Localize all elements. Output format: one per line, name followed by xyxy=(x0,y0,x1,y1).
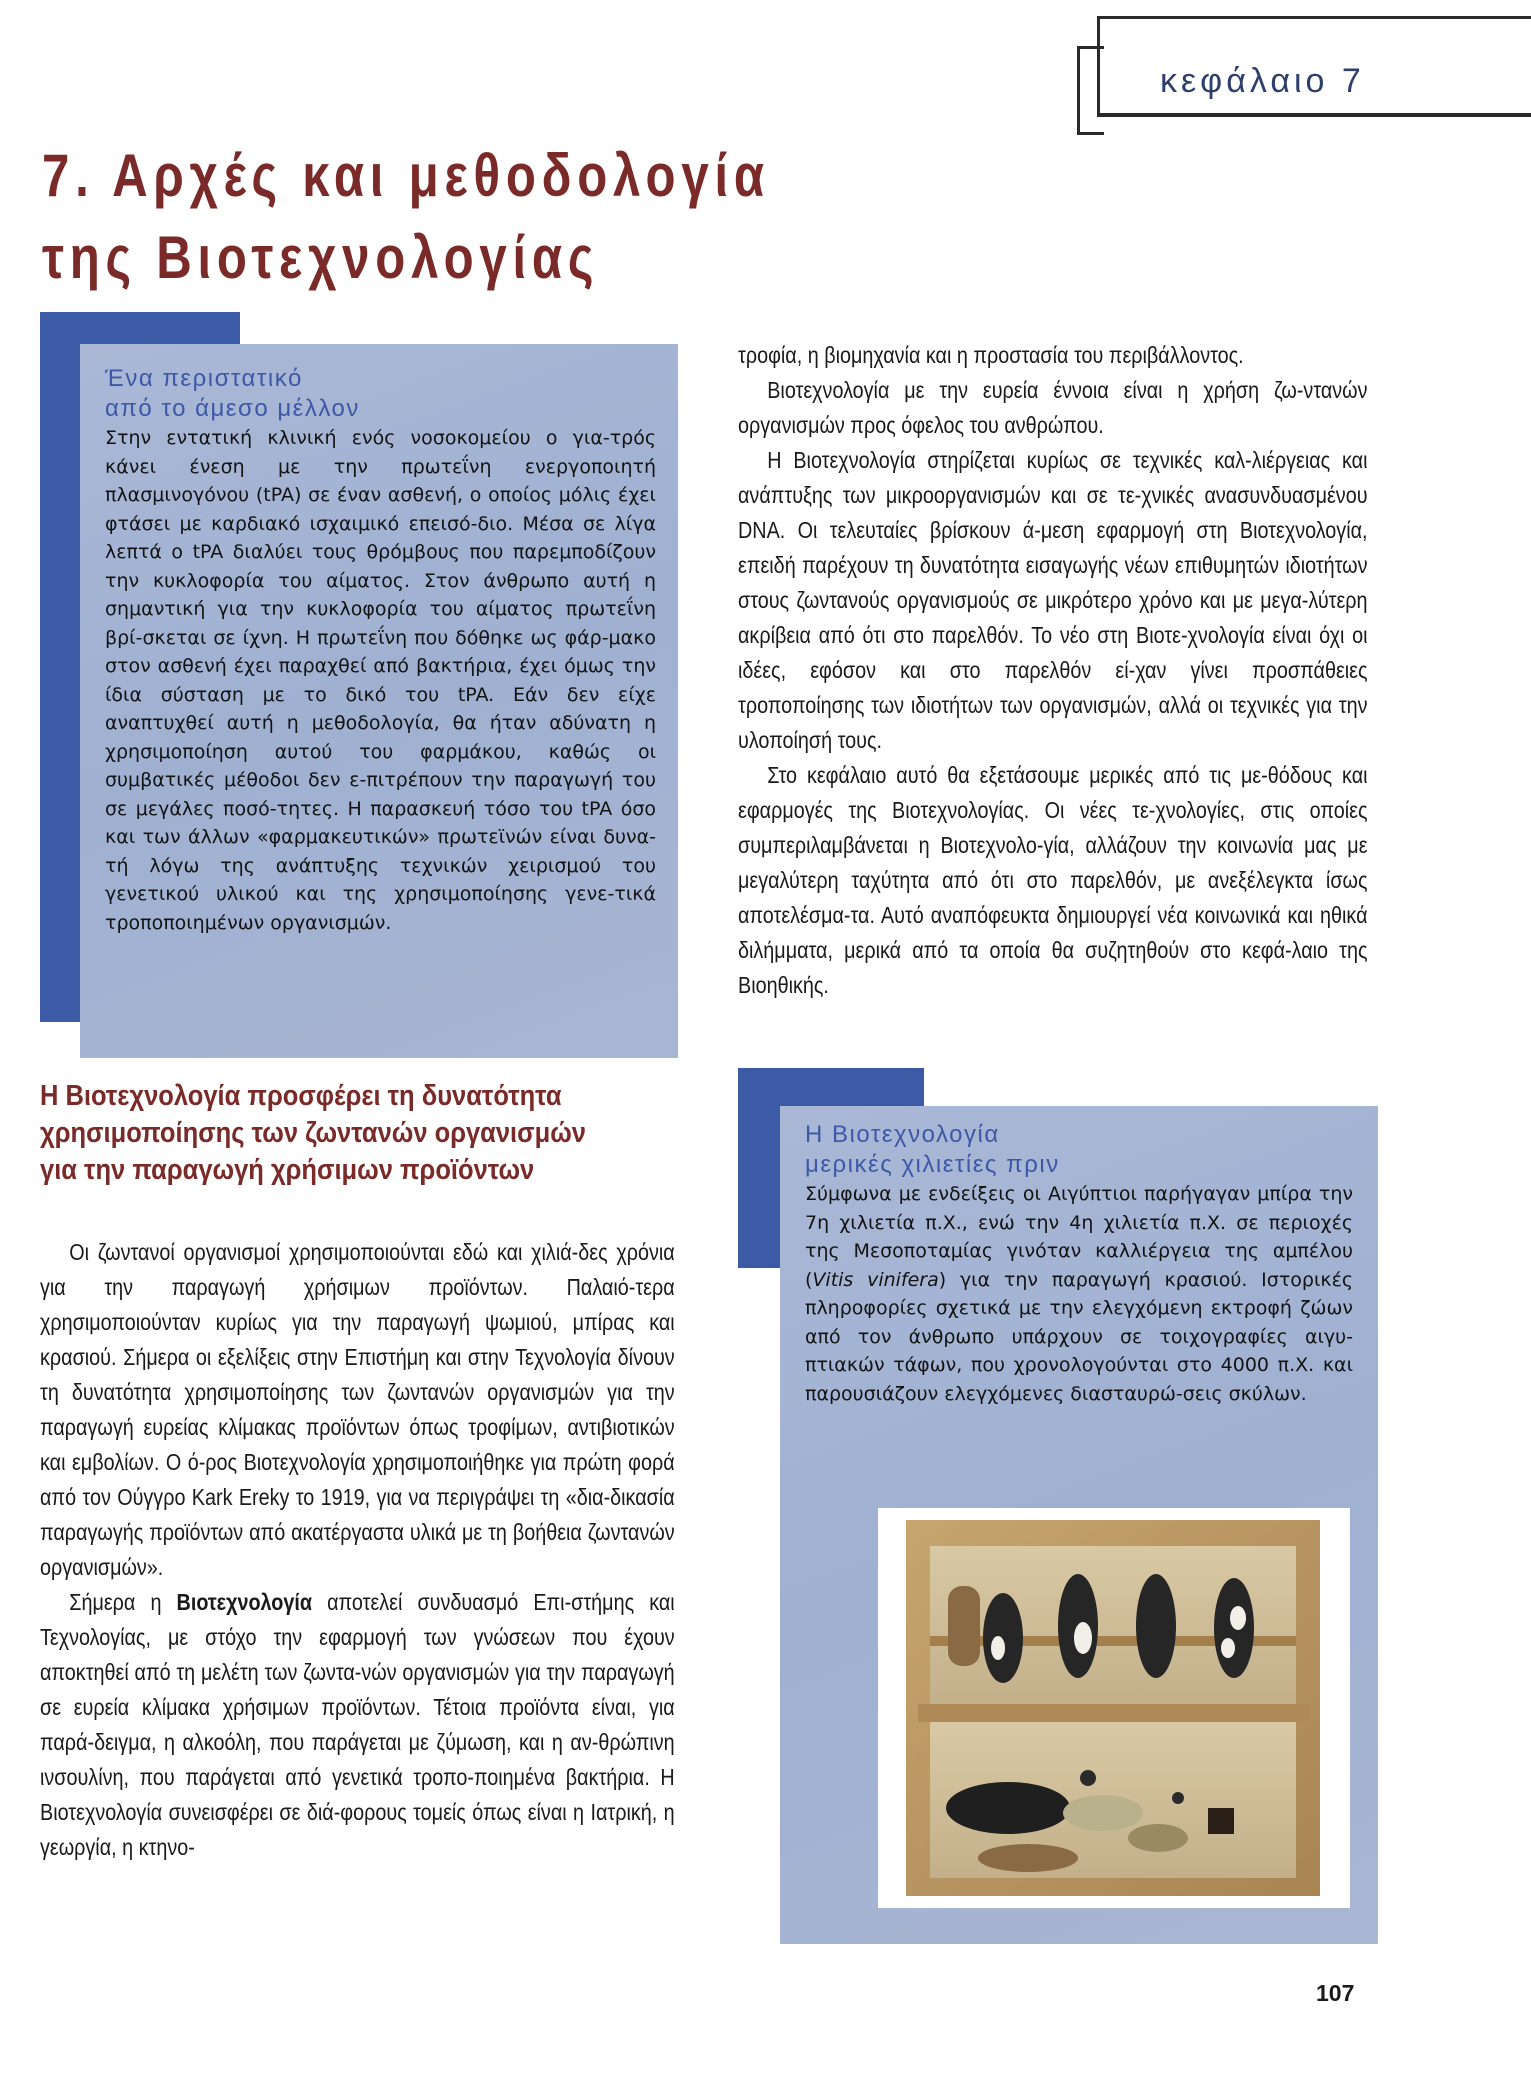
right-paragraph-2: Η Βιοτεχνολογία στηρίζεται κυρίως σε τεχνικές καλ-λιέργειας και ανάπτυξης των μικροοργανισμών και σε τε-χνικές ανασυνδυασμένου DNA. Οι τελευταίες βρίσκουν ά-μεση εφαρμογή στη Βιοτεχνολογία, επειδή παρέχουν τη δυνατότητα εισαγωγής νέων επιθυμητών ιδιοτήτων στους ζωντανούς οργανισμούς σε μικρότερο χρόνο και με μεγα-λύτερη ακρίβεια από ότι στο παρελθόν. Το νέο στη Βιοτε-χνολογία είναι όχι οι ιδέες, εφόσον και στο παρελθόν εί-χαν γίνει προσπάθειες τροποποίησης των ιδιοτήτων των οργανισμών, αλλά οι τεχνικές για την υλοποίησή τους. xyxy=(738,447,1368,753)
right-paragraph-0: τροφία, η βιομηχανία και η προστασία του περιβάλλοντος. xyxy=(738,342,1244,368)
left-column-text xyxy=(40,1235,675,1865)
right-paragraph-1: Βιοτεχνολογία με την ευρεία έννοια είναι η χρήση ζω-ντανών οργανισμών προς όφελος του ανθρώπου. xyxy=(738,377,1368,438)
subheading-line3: για την παραγωγή χρήσιμων προϊόντων xyxy=(40,1154,535,1186)
subheading-line2: χρησιμοποίησης των ζωντανών οργανισμών xyxy=(40,1117,586,1149)
box1-text: Στην εντατική κλινική ενός νοσοκομείου ο για-τρός κάνει ένεση με την πρωτεΐνη ενεργοποιητή πλασμινογόνου (tPA) σε έναν ασθενή, ο οποίος μόλις έχει φτάσει με καρδιακό ισχαιμικό επεισό-διο. Μέσα σε λίγα λεπτά ο tPA διαλύει τους θρόμβους που παρεμποδίζουν την κυκλοφορία του αίματος. Στον άνθρωπο αυτή η σημαντική για την κυκλοφορία του αίματος πρωτεΐνη βρί-σκεται σε ίχνη. Η πρωτεΐνη που δόθηκε ως φάρ-μακο στον ασθενή έχει παραχθεί από βακτήρια, έχει όμως την ίδια σύσταση με το δικό του tPA. Εάν δεν είχε αναπτυχθεί αυτή η μεθοδολογία, θα ήταν αδύνατη η χρησιμοποίηση αυτού του φαρμάκου, καθώς οι συμβατικές μέθοδοι δεν ε-πιτρέπουν την παραγωγή του σε μεγάλες ποσό-τητες. Η παρασκευή τόσο του tPA όσο και των άλλων «φαρμακευτικών» πρωτεϊνών είναι δυνα-τή λόγω της ανάπτυξης τεχνικών χειρισμού του γενετικού υλικού και της χρησιμοποίησης γενε-τικά τροποποιημένων οργανισμών. xyxy=(105,427,656,934)
left-p2-rest: αποτελεί συνδυασμό Επι-στήμης και Τεχνολογίας, με στόχο την εφαρμογή των γνώσεων που έχουν αποκτηθεί από τη μελέτη των ζωντα-νών οργανισμών για την παραγωγή σε ευρεία κλίμακα χρήσιμων προϊόντων. Τέτοια προϊόντα είναι, για παρά-δειγμα, η αλκοόλη, που παράγεται με ζύμωση, και η αν-θρώπινη ινσουλίνη, που παράγεται από γενετικά τροπο-ποιημένα βακτήρια. Η Βιοτεχνολογία συνεισφέρει σε διά-φορους τομείς όπως είναι η Ιατρική, η γεωργία, η κτηνο- xyxy=(40,1589,675,1860)
box2-title-line2: μερικές χιλιετίες πριν xyxy=(805,1151,1060,1178)
box2-text-a: Σύμφωνα με ενδείξεις οι Αιγύπτιοι παρήγαγαν μπίρα την 7η χιλιετία π.Χ., ενώ την 4η χιλιετία π.Χ. σε περιοχές της Μεσοποταμίας γινόταν καλλιέργεια της αμπέλου ( xyxy=(805,1183,1353,1291)
page-title-line2: της Βιοτεχνολογίας xyxy=(42,224,600,291)
page-title xyxy=(42,135,770,299)
subheading-line1: Η Βιοτεχνολογία προσφέρει τη δυνατότητα xyxy=(40,1080,562,1112)
box1-title xyxy=(105,364,665,424)
section-subheading xyxy=(40,1078,603,1189)
page-number: 107 xyxy=(1316,1980,1355,2006)
biotechnology-term: Βιοτεχνολογία xyxy=(176,1589,313,1615)
box1-title-line1: Ένα περιστατικό xyxy=(105,365,303,392)
right-column-text xyxy=(738,338,1368,1003)
right-paragraph-3: Στο κεφάλαιο αυτό θα εξετάσουμε μερικές από τις με-θόδους και εφαρμογές της Βιοτεχνολογίας. Οι νέες τε-χνολογίες, στις οποίες συμπεριλαμβάνεται η Βιοτεχνολο-γία, αλλάζουν την κοινωνία μας με μεγαλύτερη ταχύτητα από ότι στο παρελθόν, με ανεξέλεγκτα ίσως αποτελέσμα-τα. Αυτό αναπόφευκτα δημιουργεί νέα κοινωνικά και ηθικά διλήμματα, μερικά από τα οποία θα συζητηθούν στο κεφά-λαιο της Βιοηθικής. xyxy=(738,762,1368,998)
chapter-tab-label: κεφάλαιο 7 xyxy=(1160,62,1365,100)
page-title-line1: 7. Αρχές και μεθοδολογία xyxy=(42,142,770,209)
left-paragraph-1: Οι ζωντανοί οργανισμοί χρησιμοποιούνται εδώ και χιλιά-δες χρόνια για την παραγωγή χρήσιμων προϊόντων. Παλαιό-τερα χρησιμοποιούνταν κυρίως για την παραγωγή ψωμιού, μπίρας και κρασιού. Σήμερα οι εξελίξεις στην Επιστήμη και στην Τεχνολογία δίνουν τη δυνατότητα χρησιμοποίησης των ζωντανών οργανισμών για την παραγωγή ευρείας κλίμακας προϊόντων όπως τροφίμων, αντιβιοτικών και εμβολίων. Ο ό-ρος Βιοτεχνολογία χρησιμοποιήθηκε για πρώτη φορά από τον Ούγγρο Kark Ereky το 1919, για να περιγράψει τη «δια-δικασία παραγωγής προϊόντων από ακατέργαστα υλικά με τη βοήθεια ζωντανών οργανισμών». xyxy=(40,1239,675,1580)
box2-text xyxy=(805,1180,1353,1408)
left-paragraph-2 xyxy=(40,1585,675,1865)
box2-text-b: ) για την παραγωγή κρασιού. Ιστορικές πληροφορίες σχετικά με την ελεγχόμενη εκτροφή ζώων από τον άνθρωπο υπάρχουν σε τοιχογραφίες αιγυ-πτιακών τάφων, που χρονολογούνται στο 4000 π.Χ. και παρουσιάζουν ελεγχόμενες διασταυρώ-σεις σκύλων. xyxy=(805,1268,1353,1405)
box2-text-italic: Vitis vinifera xyxy=(812,1268,939,1291)
cattle-model-illustration xyxy=(878,1508,1350,1908)
box1-title-line2: από το άμεσο μέλλον xyxy=(105,395,360,422)
box2-title-line1: Η Βιοτεχνολογία xyxy=(805,1121,1000,1148)
dark-animal-figure xyxy=(946,1782,1070,1834)
box2-title xyxy=(805,1120,1365,1180)
egyptian-cattle-model-photo xyxy=(878,1508,1350,1908)
left-p2-start: Σήμερα η xyxy=(69,1589,177,1615)
